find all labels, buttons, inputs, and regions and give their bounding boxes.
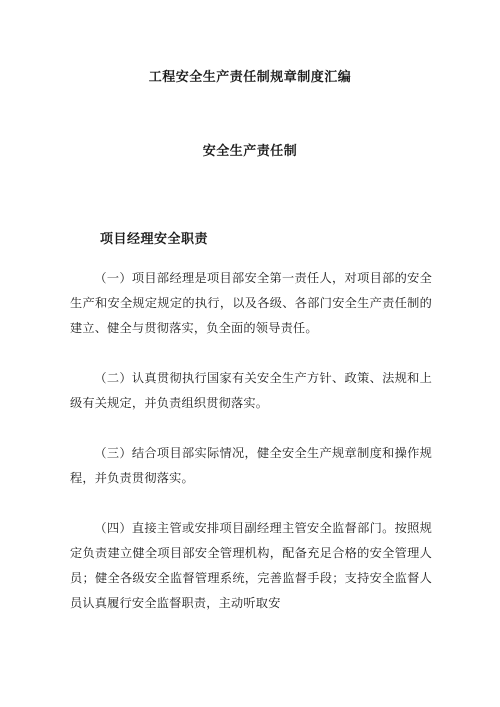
section-title: 安全生产责任制 (202, 144, 298, 159)
paragraph-4: （四）直接主管或安排项目副经理主管安全监督部门。按照规定负责建立健全项目部安全管理机构，配备充足合格的安全管理人员；健全各级安全监督管理系统，完善监督手段；支持安全监督人员认真履行安全监督职责，主动听取安 (70, 521, 432, 610)
paragraph-2: （二）认真贯彻执行国家有关安全生产方针、政策、法规和上级有关规定，并负责组织贯彻落实。 (70, 371, 432, 410)
paragraph-1: （一）项目部经理是项目部安全第一责任人，对项目部的安全生产和安全规定规定的执行，以及各级、各部门安全生产责任制的建立、健全与贯彻落实，负全面的领导责任。 (70, 271, 432, 335)
sub-heading: 项目经理安全职责 (100, 232, 209, 247)
paragraph-3: （三）结合项目部实际情况，健全安全生产规章制度和操作规程，并负责贯彻落实。 (70, 446, 432, 485)
document-title: 工程安全生产责任制规章制度汇编 (148, 70, 352, 85)
